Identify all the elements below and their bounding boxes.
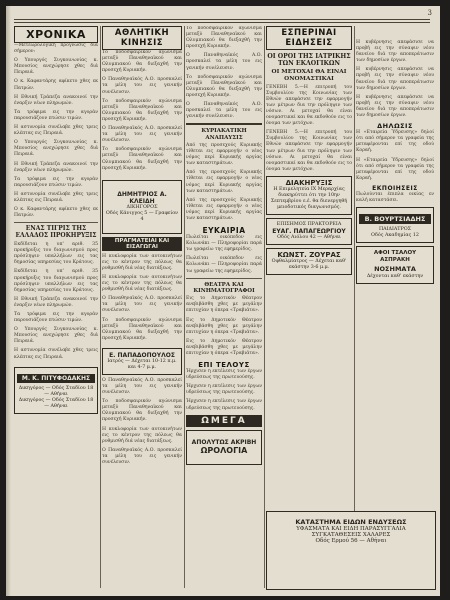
epi-telous-title: ΕΠΙ ΤΕΛΟΥΣ (198, 361, 250, 370)
ad-text: Η Επιμελητεία ΙΧ Μεραρχίας διακηρύττει ότι την 10ην Σεπτεμβρίου ε.έ. θα διενεργηθή μειοδοτικός διαγωνισμός. (270, 186, 348, 210)
news-item: Ο Παναθηναϊκός Α.Ο. προσκαλεί τα μέλη του εις γενικήν συνέλευσιν. (102, 296, 182, 314)
ad-line: Οδός Ερμού 56 — Αθήναι (315, 538, 387, 544)
news-item: Η Εθνική Τράπεζα ανακοινοί την έναρξιν νέων πληρωμών. (14, 94, 98, 106)
ad-name: Ε. ΠΑΠΑΔΟΠΟΥΛΟΣ (109, 351, 175, 359)
notice-text: Η «Εταιρεία Ύδρευσης» δηλοί ότι από σήμερον τα γραφεία της μεταφέρονται επί της οδού Κοραή. (356, 130, 434, 154)
news-item: Η κυβέρνησις απεφάσισε να προβή εις την σύναψιν νέου δανείου διά την αποπεράτωσιν των δημοσίων έργων. (356, 94, 434, 119)
feature-text: Εκδίδεται η υπ' αριθ. 35 προκήρυξις του διαγωνισμού προς πρόσληψιν υπαλλήλων εις τας δημοσίας υπηρεσίας του Κράτους. (14, 269, 98, 293)
section-title-chronika: ΧΡΟΝΙΚΑ (14, 26, 98, 43)
news-item: Ο Υπουργός Συγκοινωνίας κ. Μπουσίος ανεχώρησε χθες διά Πειραιά. (14, 327, 98, 345)
evening-subheading: ΟΙ ΟΡΟΙ ΤΗΣ ΙΑΤΡΙΚΗΣ ΤΩΝ ΕΚΛΟΓΙΚΩΝ (267, 53, 351, 68)
news-item: Η Εθνική Τράπεζα ανακοινοί την έναρξιν νέων πληρωμών. (14, 161, 98, 173)
feature-text: Εκδίδεται η υπ' αριθ. 35 προκήρυξις του διαγωνισμού προς πρόσληψιν υπαλλήλων εις τας δημοσίας υπηρεσίας του Κράτους. (14, 242, 98, 266)
theatre-text: Εις το Δημοτικόν Θέατρον ανεβιβάσθη χθες με μεγάλην επιτυχίαν η όπερα «Τραβιάτα». (186, 296, 262, 314)
column-rule (354, 26, 355, 588)
news-item: Ο κ. Καφαντάρης αφίκετο χθες εκ Πατρών. (14, 207, 98, 219)
ad-address: Οδός Κάνιγγος 5 — Γραφείον 4 (105, 210, 179, 222)
epi-telous-text: Ήρχισεν η εκτέλεσις των έργων υδρεύσεως της πρωτευούσης. (186, 369, 262, 381)
news-item: Η αστυνομία συνέλαβε χθες τρεις κλέπτας εις Πειραιά. (14, 348, 98, 360)
news-item: Ο Παναθηναϊκός Α.Ο. προσκαλεί τα μέλη του εις γενικήν συνέλευσιν. (186, 53, 262, 71)
news-item: Το ποδοσφαιρικόν αγώνισμα μεταξύ Παναθηναϊκού και Ολυμπιακού θα διεξαχθή την προσεχή Κυριακήν. (102, 399, 182, 423)
ad-kleidi (102, 180, 182, 234)
evening-subheading: ΟΙ ΜΕΤΟΧΑΙ ΘΑ ΕΙΝΑΙ ΟΝΟΜΑΣΤΙΚΑΙ (271, 69, 347, 82)
omega-banner: ΩΜΕΓΑ (186, 415, 262, 427)
eukairia-title: ΕΥΚΑΙΡΙΑ (202, 226, 246, 236)
page-edge-shadow (6, 6, 11, 596)
masthead-rule (14, 19, 430, 20)
notice-title: ΕΚΠΟΙΗΣΕΙΣ (372, 184, 418, 192)
evening-text: ΓΕΝΕΒΗ 5.—Η επιτροπή του Συμβουλίου της Κοινωνίας των Εθνών απεφάσισε την εφαρμογήν των μέτρων δια την πρόληψιν των νόσων. Αι μετοχαί θα είναι ονομαστικαί και θα εκδοθούν εις το όνομα των μετόχων. (266, 130, 352, 172)
ad-title: ΔΙΑΚΗΡΥΞΙΣ (285, 178, 333, 187)
feature-heading: ΕΝΑΣ ΤΙΓΡΙΣ ΤΗΣ ΕΛΛΑΔΟΣ ΠΡΟΚΗΡΥΞΙΣ (15, 225, 97, 240)
lecture-text: Από της προσεχούς Κυριακής τίθεται εις εφαρμογήν ο νέος νόμος περί Κυριακής αργίας των καταστημάτων. (186, 197, 262, 221)
news-item: Η κυκλοφορία των αυτοκινήτων εις το κέντρον της πόλεως θα ρυθμισθή διά νέας διατάξεως. (102, 274, 182, 293)
lecture-title: ΚΥΡΙΑΚΑΤΙΚΗ ΑΝΑΠΑΥΣΙΣ (201, 128, 247, 141)
section-title-trade: ΠΡΑΓΜΑΤΕΙΑΙ ΚΑΙ ΕΙΣΑΓΩΓΑΙ (102, 237, 182, 251)
theatre-text: Εις το Δημοτικόν Θέατρον ανεβιβάσθη χθες με μεγάλην επιτυχίαν η όπερα «Τραβιάτα». (186, 317, 262, 335)
lecture-text: Από της προσεχούς Κυριακής τίθεται εις εφαρμογήν ο νέος νόμος περί Κυριακής αργίας των καταστημάτων. (186, 142, 262, 167)
column-right (356, 26, 434, 496)
page-number: 3 (427, 9, 432, 17)
news-item: Τα τρόφιμα εις την αγοράν παρουσιάζουν πτώσιν τιμών. (14, 109, 98, 121)
column-rule (264, 26, 265, 588)
ad-text: Ιατρός — Δέχεται 10-12 π.μ. και 4-7 μ.μ. (107, 358, 177, 370)
news-item: Η αστυνομία συνέλαβε χθες τρεις κλέπτας εις Πειραιά. (14, 125, 98, 137)
ad-text: Δέχονται καθ' εκάστην (366, 274, 424, 280)
ad-doctor (102, 348, 182, 375)
ad-text: Δικηγόρος — Οδός Σταδίου 18 — Αθήναι (18, 385, 94, 397)
newspaper-page (6, 6, 440, 596)
news-item: Ο Παναθηναϊκός Α.Ο. προσκαλεί τα μέλη του εις γενικήν συνέλευσιν. (102, 77, 182, 95)
theatre-heading: ΘΕΑΤΡΑ ΚΑΙ ΚΙΝΗΜΑΤΟΓΡΑΦΟΙ (193, 281, 255, 294)
news-item: Το ποδοσφαιρικόν αγώνισμα μεταξύ Παναθηναϊκού και Ολυμπιακού θα διεξαχθή την προσεχή Κυριακήν. (186, 26, 262, 50)
news-item: Η κυβέρνησις απεφάσισε να προβή εις την σύναψιν νέου δανείου διά την αποπεράτωσιν των δημοσίων έργων. (356, 40, 434, 64)
news-item: Τα τρόφιμα εις την αγοράν παρουσιάζουν πτώσιν τιμών. (14, 311, 98, 324)
notice-text: Πωλούνται έπιπλα οικίας εν καλή καταστάσει. (356, 191, 434, 203)
news-item: Η κυβέρνησις απεφάσισε να προβή εις την σύναψιν νέου δανείου διά την αποπεράτωσιν των δημοσίων έργων. (356, 67, 434, 91)
section-title-evening: ΕΣΠΕΡΙΝΑΙ ΕΙΔΗΣΕΙΣ (266, 26, 352, 50)
news-item: Ο κ. Καφαντάρης αφίκετο χθες εκ Πατρών. (14, 79, 98, 91)
ad-title: ΚΑΤΑΣΤΗΜΑ ΕΙΔΩΝ ΕΝΔΥΣΕΩΣ (295, 518, 407, 526)
news-item: Ο Παναθηναϊκός Α.Ο. προσκαλεί τα μέλη του εις γενικήν συνέλευσιν. (102, 447, 182, 466)
news-item: Η αστυνομία συνέλαβε χθες τρεις κλέπτας εις Πειραιά. (14, 191, 98, 203)
news-item: Τα τρόφιμα εις την αγοράν παρουσιάζουν πτώσιν τιμών. (14, 176, 98, 188)
ad-text: Οδός Αιόλου 42 — Αθήναι (277, 234, 341, 240)
column-evening-news (266, 26, 352, 496)
news-item: Ο Παναθηναϊκός Α.Ο. προσκαλεί τα μέλη του εις γενικήν συνέλευσιν. (102, 126, 182, 144)
news-item: Ο Παναθηναϊκός Α.Ο. προσκαλεί τα μέλη του εις γενικήν συνέλευσιν. (102, 377, 182, 396)
ad-text: Δικηγόρος — Οδός Σταδίου 18 — Αθήναι (18, 397, 94, 409)
news-item: Η κυκλοφορία των αυτοκινήτων εις το κέντρον της πόλεως θα ρυθμισθή διά νέας διατάξεως. (102, 253, 182, 271)
ad-role: ΠΑΙΔΙΑΤΡΟΣ (378, 227, 412, 233)
column-rule (184, 26, 185, 588)
ad-name: ΚΩΝΣΤ. ΖΟΥΡΑΣ (277, 250, 341, 259)
ad-name: Β. ΒΟΥΡΤΣΙΑΔΗΣ (359, 214, 431, 224)
ad-clothing-store (266, 511, 436, 590)
divider (186, 123, 262, 125)
eukairia-text: Πωλείται οικόπεδον εις Κολωνάκι — Πληροφορίαι παρά τω γραφείω της εφημερίδος. (186, 235, 262, 253)
eukairia-text: Πωλείται οικόπεδον εις Κολωνάκι — Πληροφορίαι παρά τω γραφείω της εφημερίδος. (186, 256, 262, 274)
notice-text: Η «Εταιρεία Ύδρευσης» δηλοί ότι από σήμερον τα γραφεία της μεταφέρονται επί της οδού Κοραή. (356, 157, 434, 181)
epi-telous-text: Ήρχισεν η εκτέλεσις των έργων υδρεύσεως της πρωτευούσης. (186, 399, 262, 411)
news-item: Η κυκλοφορία των αυτοκινήτων εις το κέντρον της πόλεως θα ρυθμισθή διά νέας διατάξεως. (102, 426, 182, 444)
masthead-rule-2 (14, 22, 430, 23)
column-athletics (102, 26, 182, 590)
ad-line: ΑΠΟΛΥΤΩΣ ΑΚΡΙΒΗ (191, 438, 257, 446)
column-middle (186, 26, 262, 590)
news-item: Το ποδοσφαιρικόν αγώνισμα μεταξύ Παναθηναϊκού και Ολυμπιακού θα διεξαχθή την προσεχή Κυριακήν. (102, 317, 182, 341)
ad-text: Οδός Ακαδημίας 12 (371, 233, 419, 239)
news-item: Η Εθνική Τράπεζα ανακοινοί την έναρξιν νέων πληρωμών. (14, 296, 98, 308)
evening-text: ΓΕΝΕΒΗ 5.—Η επιτροπή του Συμβουλίου της Κοινωνίας των Εθνών απεφάσισε την εφαρμογήν των μέτρων δια την πρόληψιν των νόσων. Αι μετοχαί θα είναι ονομαστικαί και θα εκδοθούν εις το όνομα των μετόχων. (266, 84, 352, 127)
weather-line: —Μετεωρολογική πρόγνωσις διά σήμερον: (14, 43, 98, 55)
lecture-text: Από της προσεχούς Κυριακής τίθεται εις εφαρμογήν ο νέος νόμος περί Κυριακής αργίας των καταστημάτων. (186, 170, 262, 194)
ad-line: ΣΥΓΚΑΤΑΘΕΣΕΙΣ ΧΑΛΑΡΕΣ (311, 532, 391, 538)
section-title-athletics: ΑΘΛΗΤΙΚΗ ΚΙΝΗΣΙΣ (102, 26, 182, 50)
ad-vourtsiadis (356, 207, 434, 243)
news-item: Το ποδοσφαιρικόν αγώνισμα μεταξύ Παναθηναϊκού και Ολυμπιακού θα διεξαχθή την προσεχή Κυριακήν. (102, 147, 182, 171)
ad-line: ΩΡΟΛΟΓΙΑ (200, 445, 248, 455)
news-item: Το ποδοσφαιρικόν αγώνισμα μεταξύ Παναθηναϊκού και Ολυμπιακού θα διεξαχθή την προσεχή Κυριακήν. (102, 98, 182, 122)
epi-telous-text: Ήρχισεν η εκτέλεσις των έργων υδρεύσεως της πρωτευούσης. (186, 384, 262, 396)
ad-zouras (266, 248, 352, 275)
ad-title: ΕΠΙΣΗΜΟΣ ΠΡΑΚΤΟΡΕΙΑ (276, 221, 342, 227)
notice-title: ΔΗΛΩΣΙΣ (377, 122, 413, 131)
column-rule (100, 26, 101, 588)
ad-line: ΝΟΣΗΜΑΤΑ (374, 265, 416, 274)
news-item: Ο Παναθηναϊκός Α.Ο. προσκαλεί τα μέλη του εις γενικήν συνέλευσιν. (186, 102, 262, 120)
news-item: Ο Υπουργός Συγκοινωνίας κ. Μπουσίος ανεχώρησε χθες διά Πειραιά. (14, 140, 98, 158)
ad-text: Οφθαλμίατρος — Δέχεται καθ' εκάστην 3-6 μ.μ. (271, 258, 347, 270)
ad-name: ΕΥΑΓ. ΠΑΠΑΓΕΩΡΓΙΟΥ (272, 227, 346, 235)
divider (186, 278, 262, 279)
ad-omega (186, 430, 262, 465)
ad-name: Μ. Κ. ΠΙΤΥΦΟΔΑΚΗΣ (17, 374, 95, 383)
ad-line: ΥΦΑΣΜΑΤΑ ΚΑΙ ΕΙΔΗ ΠΑΡΑΣΥΓΓΑΛΙΑ (296, 526, 406, 532)
ad-agency (266, 218, 352, 245)
news-item: Ο Υπουργός Συγκοινωνίας κ. Μπουσίος ανεχώρησε χθες διά Πειραιά. (14, 58, 98, 76)
ad-name: ΔΗΜΗΤΡΙΟΣ Α. ΚΛΕΙΔΗ (117, 190, 167, 205)
column-chronika (14, 26, 98, 590)
ad-role: ΔΙΚΗΓΟΡΟΣ (126, 204, 158, 210)
ad-diakiryxis (266, 176, 352, 215)
news-item: Το ποδοσφαιρικόν αγώνισμα μεταξύ Παναθηναϊκού και Ολυμπιακού θα διεξαχθή την προσεχή Κυριακήν. (186, 74, 262, 98)
divider (14, 222, 98, 223)
ad-pityfodakis (14, 367, 98, 414)
news-item: Το ποδοσφαιρικόν αγώνισμα μεταξύ Παναθηναϊκού και Ολυμπιακού θα διεξαχθή την προσεχή Κυριακήν. (102, 50, 182, 74)
ad-tsalou (356, 246, 434, 284)
theatre-text: Εις το Δημοτικόν Θέατρον ανεβιβάσθη χθες με μεγάλην επιτυχίαν η όπερα «Τραβιάτα». (186, 338, 262, 356)
ad-title: ΑΦΟΙ ΤΣΑΛΟΥ ΑΣΠΡΑΚΗ (373, 250, 417, 264)
